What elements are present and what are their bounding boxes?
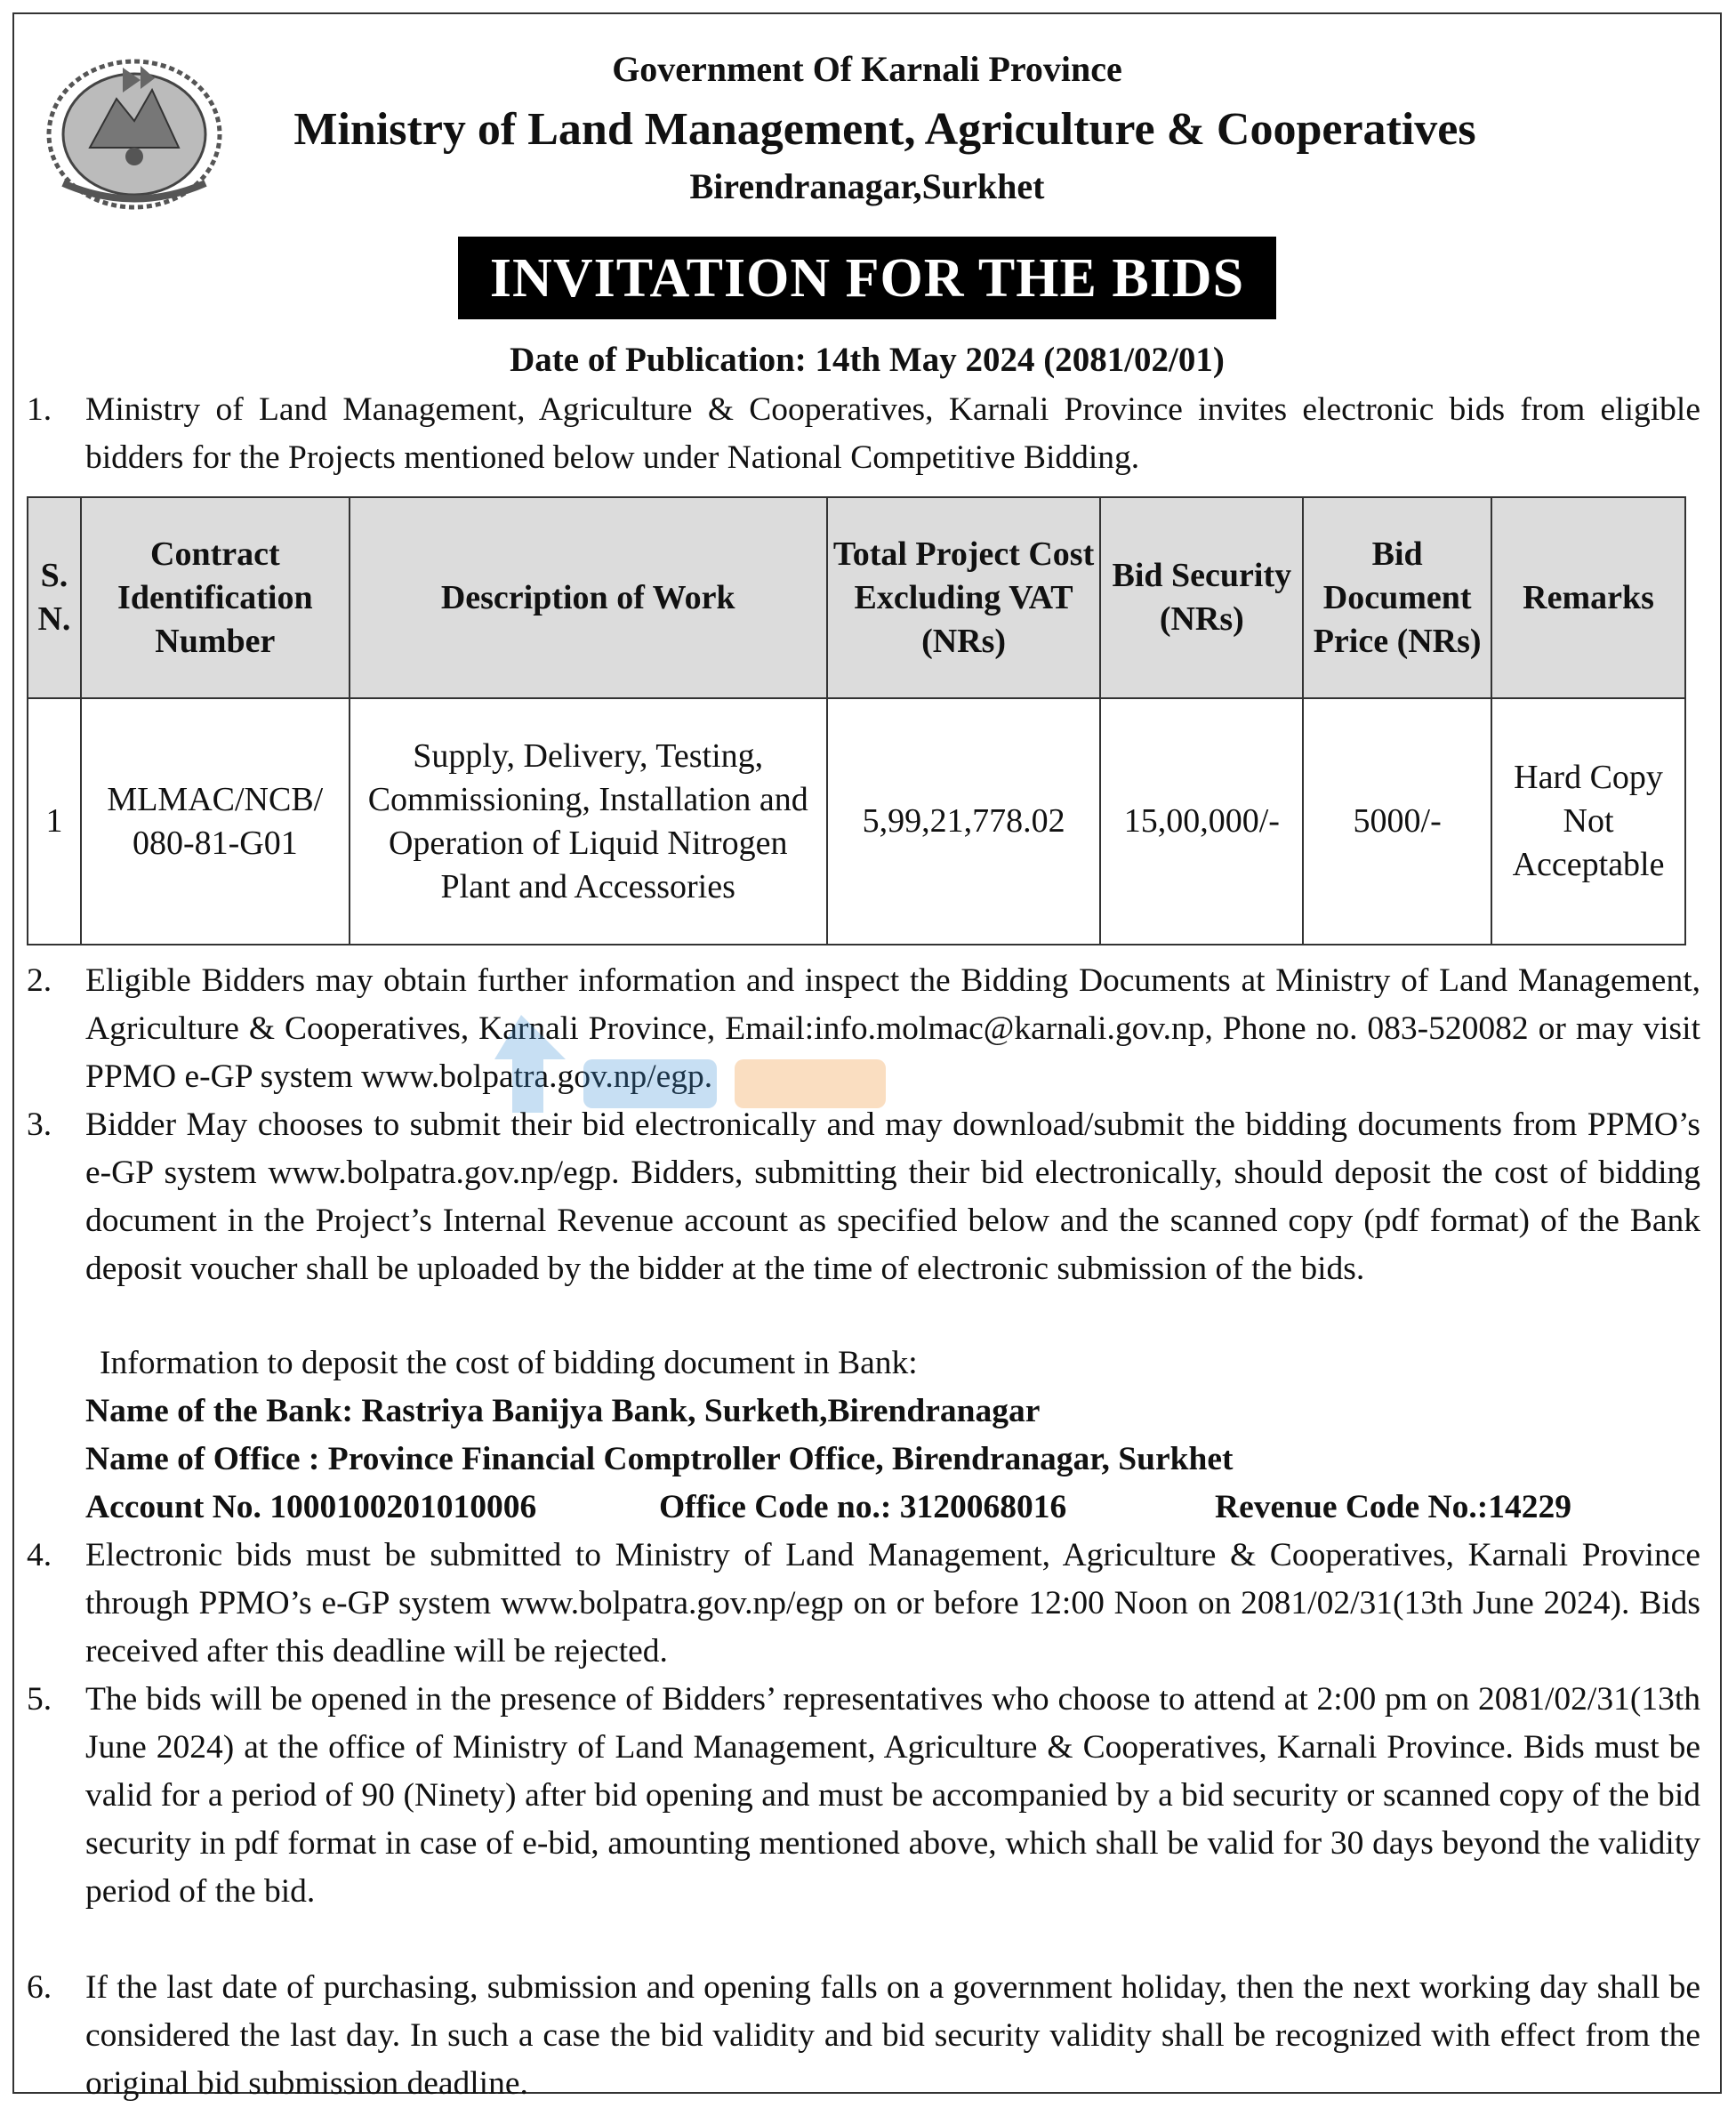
paragraph-text: Bidder May chooses to submit their bid electronically and may download/submit the bidding documents from PPMO’s e-GP system www.bolpatra.gov.np/egp. Bidders, submitting their bid electronically, should deposit the cost of bidding document in the Project’s Internal Revenue account as specified below and the scanned copy (pdf format) of the Bank deposit voucher shall be uploaded by the bidder at the time of electronic submission of the bids. xyxy=(85,1106,1700,1287)
government-title: Government Of Karnali Province xyxy=(612,49,1122,89)
paragraph-text: Electronic bids must be submitted to Ministry of Land Management, Agriculture & Cooperatives, Karnali Province through PPMO’s e-GP system www.bolpatra.gov.np/egp on or before 12:00 Noon on 2081/02/31(13th June 2024). Bids received after this deadline will be rejected. xyxy=(85,1537,1700,1670)
cell-cost: 5,99,21,778.02 xyxy=(827,698,1101,945)
cell-security: 15,00,000/- xyxy=(1100,698,1303,945)
paragraph-6 xyxy=(27,1964,1700,2108)
header-price: Bid Document Price (NRs) xyxy=(1303,497,1491,698)
bid-table xyxy=(27,496,1686,945)
header-cost: Total Project Cost Excluding VAT (NRs) xyxy=(827,497,1101,698)
paragraph-text: Ministry of Land Management, Agriculture & Cooperatives, Karnali Province invites electronic bids from eligible bidders for the Projects mentioned below under National Competitive Bidding. xyxy=(85,391,1700,476)
account-line xyxy=(85,1484,1571,1532)
header-contract: Contract Identification Number xyxy=(81,497,350,698)
paragraph-number: 3. xyxy=(27,1106,52,1143)
office-code: Office Code no.: 3120068016 xyxy=(659,1489,1067,1525)
publication-date: Date of Publication: 14th May 2024 (2081/02/01) xyxy=(510,341,1225,379)
paragraph-number: 1. xyxy=(27,391,52,428)
bank-name: Name of the Bank: Rastriya Banijya Bank, Surketh,Birendranagar xyxy=(85,1393,1041,1429)
paragraph-3 xyxy=(27,1101,1700,1293)
office-name: Name of Office : Province Financial Comptroller Office, Birendranagar, Surkhet xyxy=(85,1441,1234,1477)
cell-sn: 1 xyxy=(28,698,81,945)
bank-info-title: Information to deposit the cost of bidding document in Bank: xyxy=(100,1345,918,1381)
paragraph-text: If the last date of purchasing, submission and opening falls on a government holiday, then the next working day shall be considered the last day. In such a case the bid validity and bid security validity shall be recognized with effect from the original bid submission deadline. xyxy=(85,1969,1700,2102)
paragraph-number: 5. xyxy=(27,1681,52,1718)
bank-info-block xyxy=(85,1340,1571,1532)
revenue-code: Revenue Code No.:14229 xyxy=(1215,1489,1572,1525)
header-description: Description of Work xyxy=(350,497,827,698)
location-title: Birendranagar,Surkhet xyxy=(689,166,1045,206)
header-sn: S. N. xyxy=(28,497,81,698)
cell-contract: MLMAC/NCB/ 080-81-G01 xyxy=(81,698,350,945)
paragraph-number: 6. xyxy=(27,1969,52,2006)
paragraph-text: Eligible Bidders may obtain further information and inspect the Bidding Documents at Ministry of Land Management, Agriculture & Cooperatives, Karnali Province, Email:info.molmac@karnali.gov.np, Phone no. 083-520082 or may visit PPMO e-GP system www.bolpatra.gov.np/egp. xyxy=(85,962,1700,1095)
paragraph-number: 2. xyxy=(27,962,52,999)
ministry-title: Ministry of Land Management, Agriculture & Cooperatives xyxy=(293,104,1476,155)
paragraph-number: 4. xyxy=(27,1537,52,1573)
invitation-banner: INVITATION FOR THE BIDS xyxy=(458,237,1276,319)
cell-description: Supply, Delivery, Testing, Commissioning, Installation and Operation of Liquid Nitrogen Plant and Accessories xyxy=(350,698,827,945)
banner-wrap xyxy=(14,237,1720,319)
paragraph-text: The bids will be opened in the presence of Bidders’ representatives who choose to attend at 2:00 pm on 2081/02/31(13th June 2024) at the office of Ministry of Land Management, Agriculture & Cooperatives, Karnali Province. Bids must be valid for a period of 90 (Ninety) after bid opening and must be accompanied by a bid security or scanned copy of the bid security in pdf format in case of e-bid, amounting mentioned above, which shall be valid for 30 days beyond the validity period of the bid. xyxy=(85,1681,1700,1910)
paragraph-5 xyxy=(27,1676,1700,1916)
account-number: Account No. 1000100201010006 xyxy=(85,1489,537,1525)
notice-page xyxy=(12,12,1722,2102)
paragraph-4 xyxy=(27,1532,1700,1676)
header-security: Bid Security (NRs) xyxy=(1100,497,1303,698)
cell-remarks: Hard Copy Not Acceptable xyxy=(1491,698,1685,945)
cell-price: 5000/- xyxy=(1303,698,1491,945)
table-header-row xyxy=(28,497,1685,698)
header-remarks: Remarks xyxy=(1491,497,1685,698)
paragraph-1 xyxy=(27,386,1700,482)
table-row xyxy=(28,698,1685,945)
